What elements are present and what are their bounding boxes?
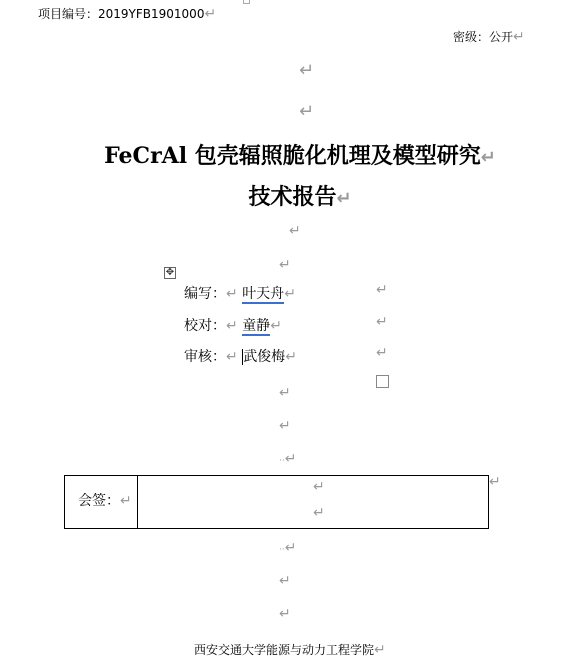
paragraph-mark: ↵ — [279, 573, 291, 589]
paragraph-mark: ↵ — [279, 418, 291, 434]
table-resize-handle[interactable] — [376, 375, 389, 388]
reviewer-row: 审核：↵ 武俊梅↵ — [184, 349, 297, 365]
countersign-label: 会签：↵ — [78, 493, 132, 509]
paragraph-mark: ··↵ — [279, 451, 297, 467]
proofreader-label: 校对： — [184, 318, 226, 334]
cell-end-mark: ↵ — [376, 282, 388, 298]
table-move-icon[interactable]: ✥ — [165, 267, 175, 278]
cell-end-mark: ↵ — [376, 345, 388, 361]
cell-paragraph-mark[interactable]: ↵ — [313, 479, 325, 495]
cell-paragraph-mark[interactable]: ↵ — [313, 505, 325, 521]
document-title-line1: FeCrAl 包壳辐照脆化机理及模型研究↵ — [104, 143, 496, 169]
paragraph-mark: ↵ — [289, 223, 301, 239]
security-level: 密级：公开↵ — [453, 29, 525, 45]
proofreader-name[interactable]: 童静 — [242, 318, 271, 334]
paragraph-mark: ↵ — [279, 385, 291, 401]
table-divider — [137, 476, 138, 528]
paragraph-mark: ↵ — [299, 101, 315, 122]
paragraph-mark: ↵ — [299, 60, 315, 81]
reviewer-label: 审核： — [184, 349, 226, 365]
author-name[interactable]: 叶天舟 — [242, 286, 285, 302]
document-title-line2: 技术报告↵ — [248, 184, 352, 210]
paragraph-mark: ↵ — [279, 606, 291, 622]
cell-end-mark: ↵ — [376, 314, 388, 330]
proofreader-row: 校对：↵ 童静↵ — [184, 318, 282, 334]
top-ruler-tick — [243, 0, 250, 4]
project-number: 项目编号：2019YFB1901000↵ — [38, 6, 217, 22]
author-row: 编写：↵ 叶天舟↵ — [184, 286, 296, 302]
reviewer-name[interactable]: 武俊梅 — [243, 349, 286, 365]
countersign-table — [64, 475, 489, 529]
institution-footer: 西安交通大学能源与动力工程学院↵ — [194, 642, 386, 658]
paragraph-mark: ↵ — [279, 257, 291, 273]
row-end-mark: ↵ — [489, 474, 501, 490]
author-label: 编写： — [184, 286, 226, 302]
paragraph-mark: ··↵ — [279, 540, 297, 556]
